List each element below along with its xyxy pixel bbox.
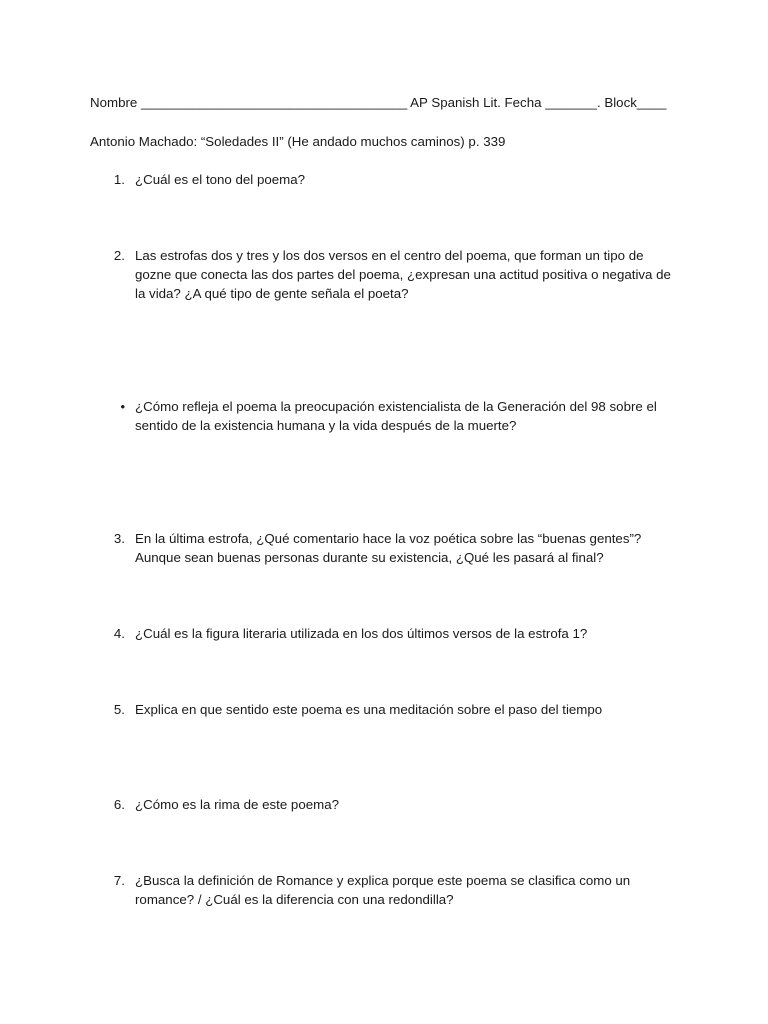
question-number: 3. [113, 531, 125, 546]
worksheet-subtitle: Antonio Machado: “Soledades II” (He andado muchos caminos) p. 339 [90, 134, 506, 149]
question-text: Las estrofas dos y tres y los dos versos en el centro del poema, que forman un tipo de gozne que conecta las dos partes del poema, ¿expresan una actitud positiva o negativa de la vida? ¿A qué tipo de gente señala el poeta? [135, 248, 671, 301]
question-text: ¿Busca la definición de Romance y explica porque este poema se clasifica como un romance? / ¿Cuál es la diferencia con una redondilla? [135, 873, 631, 907]
question-number: 7. [113, 873, 125, 888]
bullet-marker: • [120, 399, 125, 414]
question-number: 1. [113, 172, 125, 187]
question-number: 4. [113, 626, 125, 641]
question-number: 2. [113, 248, 125, 263]
header-line: Nombre ____________________________________ AP Spanish Lit. Fecha _______. Block____ [90, 95, 667, 110]
question-number: 5. [113, 702, 125, 717]
question-text: ¿Cuál es la figura literaria utilizada en los dos últimos versos de la estrofa 1? [135, 626, 588, 641]
question-text: Explica en que sentido este poema es una meditación sobre el paso del tiempo [135, 702, 603, 717]
question-text: ¿Cómo es la rima de este poema? [135, 797, 339, 812]
question-number: 6. [113, 797, 125, 812]
question-text: En la última estrofa, ¿Qué comentario hace la voz poética sobre las “buenas gentes”? Aunque sean buenas personas durante su existencia, ¿Qué les pasará al final? [135, 531, 642, 565]
question-text: ¿Cómo refleja el poema la preocupación existencialista de la Generación del 98 sobre el sentido de la existencia humana y la vida después de la muerte? [135, 399, 657, 433]
question-text: ¿Cuál es el tono del poema? [135, 172, 306, 187]
